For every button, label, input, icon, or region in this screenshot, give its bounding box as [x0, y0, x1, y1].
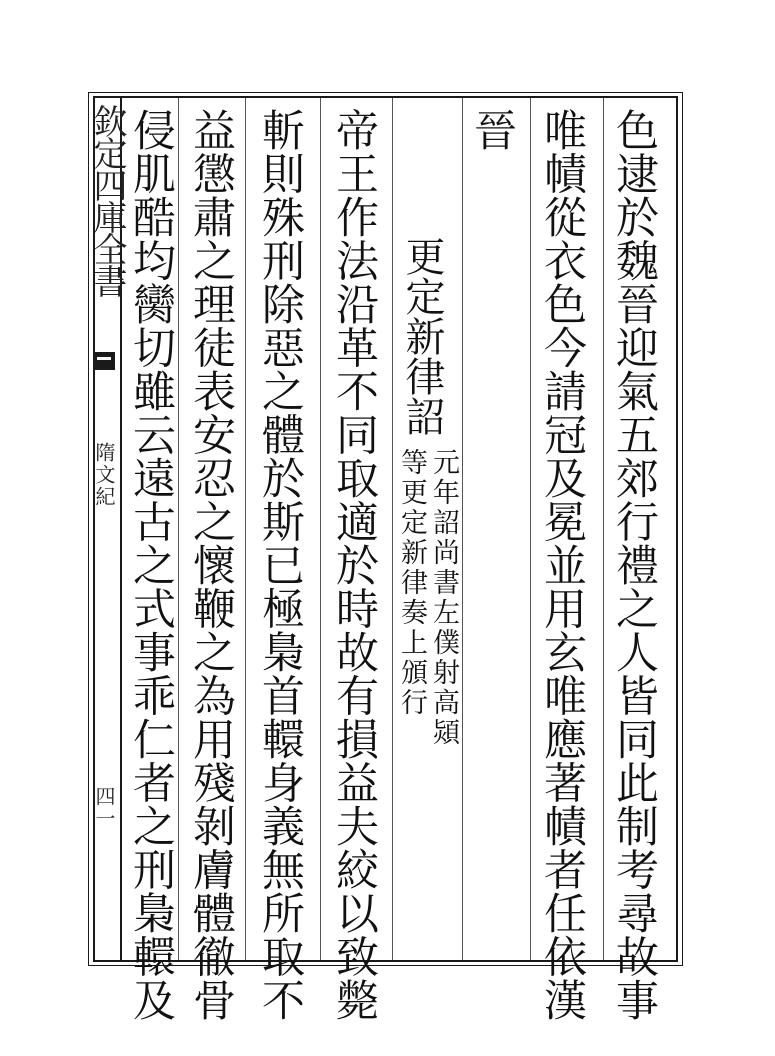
text-column-1: 色逮於魏晉迎氣五郊行禮之人皆同此制考尋故事 [609, 108, 659, 1022]
page-border [93, 96, 678, 962]
body-column-2: 斬則殊刑除惡之體於斯已極梟首轘身義無所取不 [255, 108, 305, 1022]
edict-note-line-2: 等更定新律奏上頒行 [396, 448, 427, 718]
column-divider [320, 98, 321, 960]
text-column-2: 唯幘從衣色今請冠及冕並用玄唯應著幘者任依漢 [537, 108, 587, 1022]
column-divider [245, 98, 246, 960]
book-title: 欽定四庫全書 [87, 104, 127, 296]
body-column-4: 侵肌酷均臠切雖云遠古之式事乖仁者之刑梟轘及 [126, 108, 176, 1022]
column-divider [462, 98, 463, 960]
body-column-1: 帝王作法沿革不同取適於時故有損益夫絞以致斃 [329, 108, 379, 1022]
body-column-3: 益懲肅之理徒表安忍之懷鞭之為用殘剝膚體徹骨 [186, 108, 236, 1022]
column-divider [530, 98, 531, 960]
column-divider [178, 98, 179, 960]
fish-tail-mark [93, 352, 115, 370]
column-divider [603, 98, 604, 960]
edict-title: 更定新律詔 [399, 236, 445, 436]
column-divider [392, 98, 393, 960]
text-column-3: 晉 [467, 108, 517, 152]
section-title: 隋文紀 [92, 442, 116, 508]
page-number: 四一 [92, 786, 116, 830]
edict-note-line-1: 元年詔尚書左僕射高熲 [428, 448, 459, 748]
